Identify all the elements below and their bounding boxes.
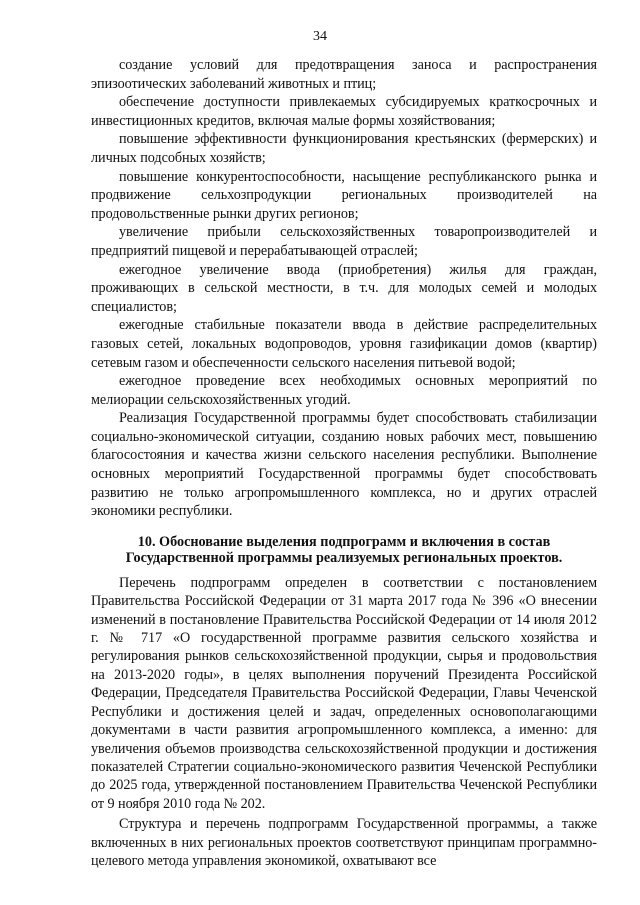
list-item: обеспечение доступности привлекаемых субсидируемых краткосрочных и инвестиционных кредитов, включая малые формы хозяйствования;	[91, 94, 597, 129]
list-item: создание условий для предотвращения заноса и распространения эпизоотических заболеваний животных и птиц;	[91, 57, 597, 92]
summary-paragraph: Реализация Государственной программы будет способствовать стабилизации социально-экономической ситуации, созданию новых рабочих мест, повышению благосостояния и качества жизни сельского населения республики. Выполнение основных мероприятий Государственной программы будет способствовать развитию не только агропромышленного комплекса, но и других отраслей экономики республики.	[91, 410, 597, 520]
page-content	[91, 56, 597, 870]
expected-results-list	[91, 56, 597, 409]
section-paragraph: Структура и перечень подпрограмм Государственной программы, а также включенных в них региональных проектов соответствуют принципам программно-целевого метода управления экономикой, охватывают все	[91, 816, 597, 869]
section-10	[91, 534, 597, 871]
section-heading: 10. Обоснование выделения подпрограмм и включения в состав Государственной программы реализуемых региональных проектов.	[125, 533, 563, 567]
page-number: 34	[313, 29, 327, 44]
section-paragraph: Перечень подпрограмм определен в соответствии с постановлением Правительства Российской Федерации от 31 марта 2017 года № 396 «О внесении изменений в постановление Правительства Российской Федерации от 14 июля 2012 г. № 717 «О государственной программе развития сельского хозяйства и регулирования рынков сельскохозяйственной продукции, сырья и продовольствия на 2013-2020 годы», в целях выполнения поручений Президента Российской Федерации, Председателя Правительства Российской Федерации, Главы Чеченской Республики и достижения целей и задач, определенных основополагающими документами в части развития агропромышленного комплекса, а именно: для увеличения объемов производства сельскохозяйственной продукции и достижения показателей Стратегии социально-экономического развития Чеченской Республики до 2025 года, утвержденной постановлением Правительства Чеченской Республики от 9 ноября 2010 года № 202.	[91, 574, 597, 812]
list-item: ежегодные стабильные показатели ввода в действие распределительных газовых сетей, локальных водопроводов, уровня газификации домов (квартир) сетевым газом и обеспеченности сельского населения питьевой водой;	[91, 317, 597, 371]
list-item: увеличение прибыли сельскохозяйственных товаропроизводителей и предприятий пищевой и перерабатывающей отраслей;	[91, 224, 597, 259]
list-item: повышение эффективности функционирования крестьянских (фермерских) и личных подсобных хозяйств;	[91, 131, 597, 166]
list-item: ежегодное увеличение ввода (приобретения) жилья для граждан, проживающих в сельской местности, в т.ч. для молодых семей и молодых специалистов;	[91, 261, 597, 315]
list-item: повышение конкурентоспособности, насыщение республиканского рынка и продвижение сельхозпродукции региональных производителей на продовольственные рынки других регионов;	[91, 168, 597, 222]
list-item: ежегодное проведение всех необходимых основных мероприятий по мелиорации сельскохозяйственных угодий.	[91, 373, 597, 408]
